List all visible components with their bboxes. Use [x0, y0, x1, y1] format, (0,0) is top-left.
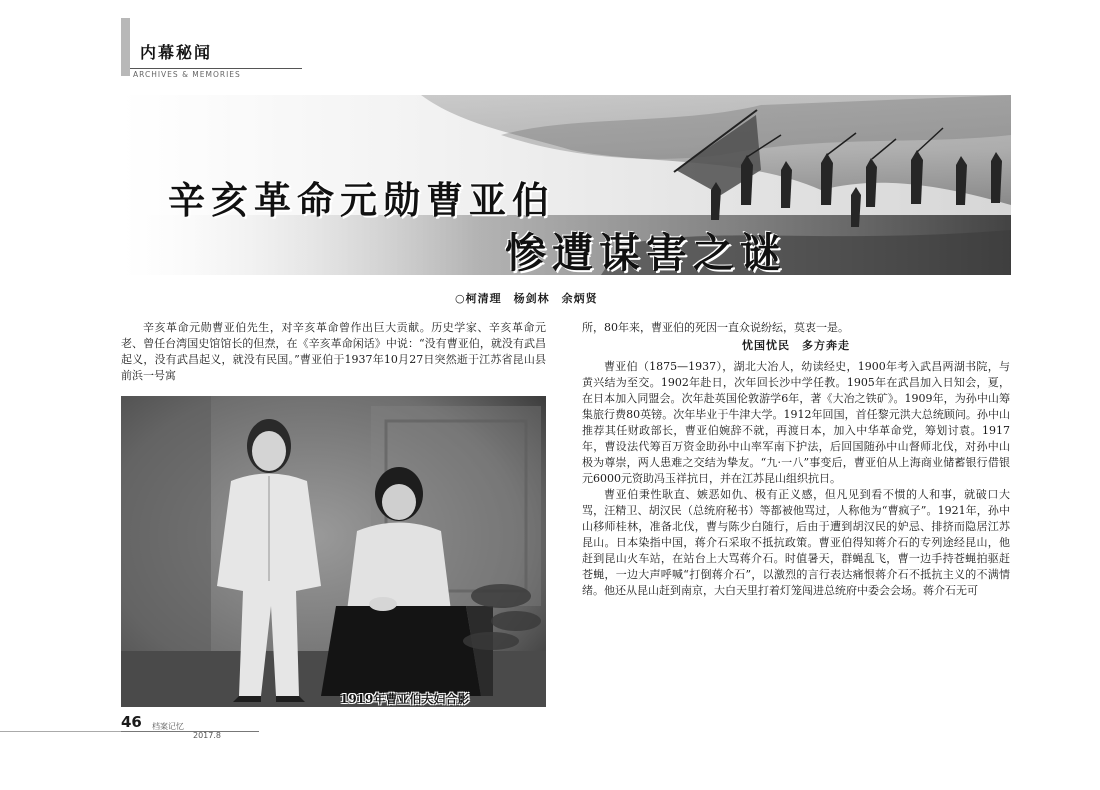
left-column [121, 320, 546, 384]
section-heading: 忧国忧民 多方奔走 [742, 339, 850, 352]
magazine-name: 档案记忆 [152, 722, 184, 731]
issue-date: 2017.8 [193, 731, 221, 740]
header-accent-bar [121, 18, 130, 76]
article-title-line2: 惨遭谋害之谜 [505, 229, 787, 277]
page-number: 46 [121, 713, 142, 731]
article-authors: ○柯清理 杨剑林 余炳贤 [455, 292, 598, 305]
continued-paragraph: 所，80年来，曹亚伯的死因一直众说纷纭，莫衷一是。 [582, 321, 849, 334]
header-rule [130, 68, 302, 69]
photo-caption: 1919年曹亚伯夫妇合影 [340, 692, 470, 706]
intro-paragraph: 辛亥革命元勋曹亚伯先生，对辛亥革命曾作出巨大贡献。历史学家、辛亥革命元老、曾任台湾国史馆馆长的但焘，在《辛亥革命闲话》中说：“没有曹亚伯，就没有武昌起义，没有武昌起义，就没有民国。”曹亚伯于1937年10月27日突然逝于江苏省昆山县前浜一号寓 [121, 321, 546, 382]
section-title: 内幕秘闻 [140, 43, 213, 62]
section-subtitle: ARCHIVES & MEMORIES [133, 70, 241, 79]
article-title-line1: 辛亥革命元勋曹亚伯 [168, 178, 555, 222]
body-paragraph-2: 曹亚伯秉性耿直、嫉恶如仇、极有正义感，但凡见到看不惯的人和事，就破口大骂，汪精卫、胡汉民（总统府秘书）等都被他骂过，人称他为“曹疯子”。1921年，孙中山移师桂林，准备北伐，曹与陈少白随行，后由于遭到胡汉民的妒忌、排挤而隐居江苏昆山。日本染指中国，蒋介石采取不抵抗政策。曹亚伯得知蒋介石的专列途经昆山，他赶到昆山火车站，在站台上大骂蒋介石。时值暑天，群蝇乱飞，曹一边手持苍蝇拍驱赶苍蝇，一边大声呼喊“打倒蒋介石”，以激烈的言行表达痛恨蒋介石不抵抗主义的不满情绪。他还从昆山赶到南京，大白天里打着灯笼闯进总统府中委会会场。蒋介石无可 [582, 488, 1010, 597]
body-paragraph-1: 曹亚伯（1875—1937），湖北大冶人，幼读经史，1900年考入武昌两湖书院，与黄兴结为至交。1902年赴日，次年回长沙中学任教。1905年在武昌加入日知会，夏，在日本加入同盟会。次年赴英国伦敦游学6年，著《大冶之铁矿》。1909年，为孙中山筹集旅行费80英镑。次年毕业于牛津大学。1912年回国，首任黎元洪大总统顾问。孙中山推荐其任财政部长，曹亚伯婉辞不就，再渡日本，加入中华革命党，筹划讨袁。1917年，曹设法代筹百万资金助孙中山率军南下护法，后回国随孙中山督师北伐，对孙中山极为尊崇，两人患难之交结为挚友。“九·一八”事变后，曹亚伯从上海商业储蓄银行借银元6000元资助冯玉祥抗日，并在江苏昆山组织抗日。 [582, 360, 1010, 485]
right-column [582, 320, 1010, 599]
footer-edge-rule [0, 731, 121, 732]
couple-photo [121, 396, 546, 707]
footer-rule [121, 731, 259, 732]
